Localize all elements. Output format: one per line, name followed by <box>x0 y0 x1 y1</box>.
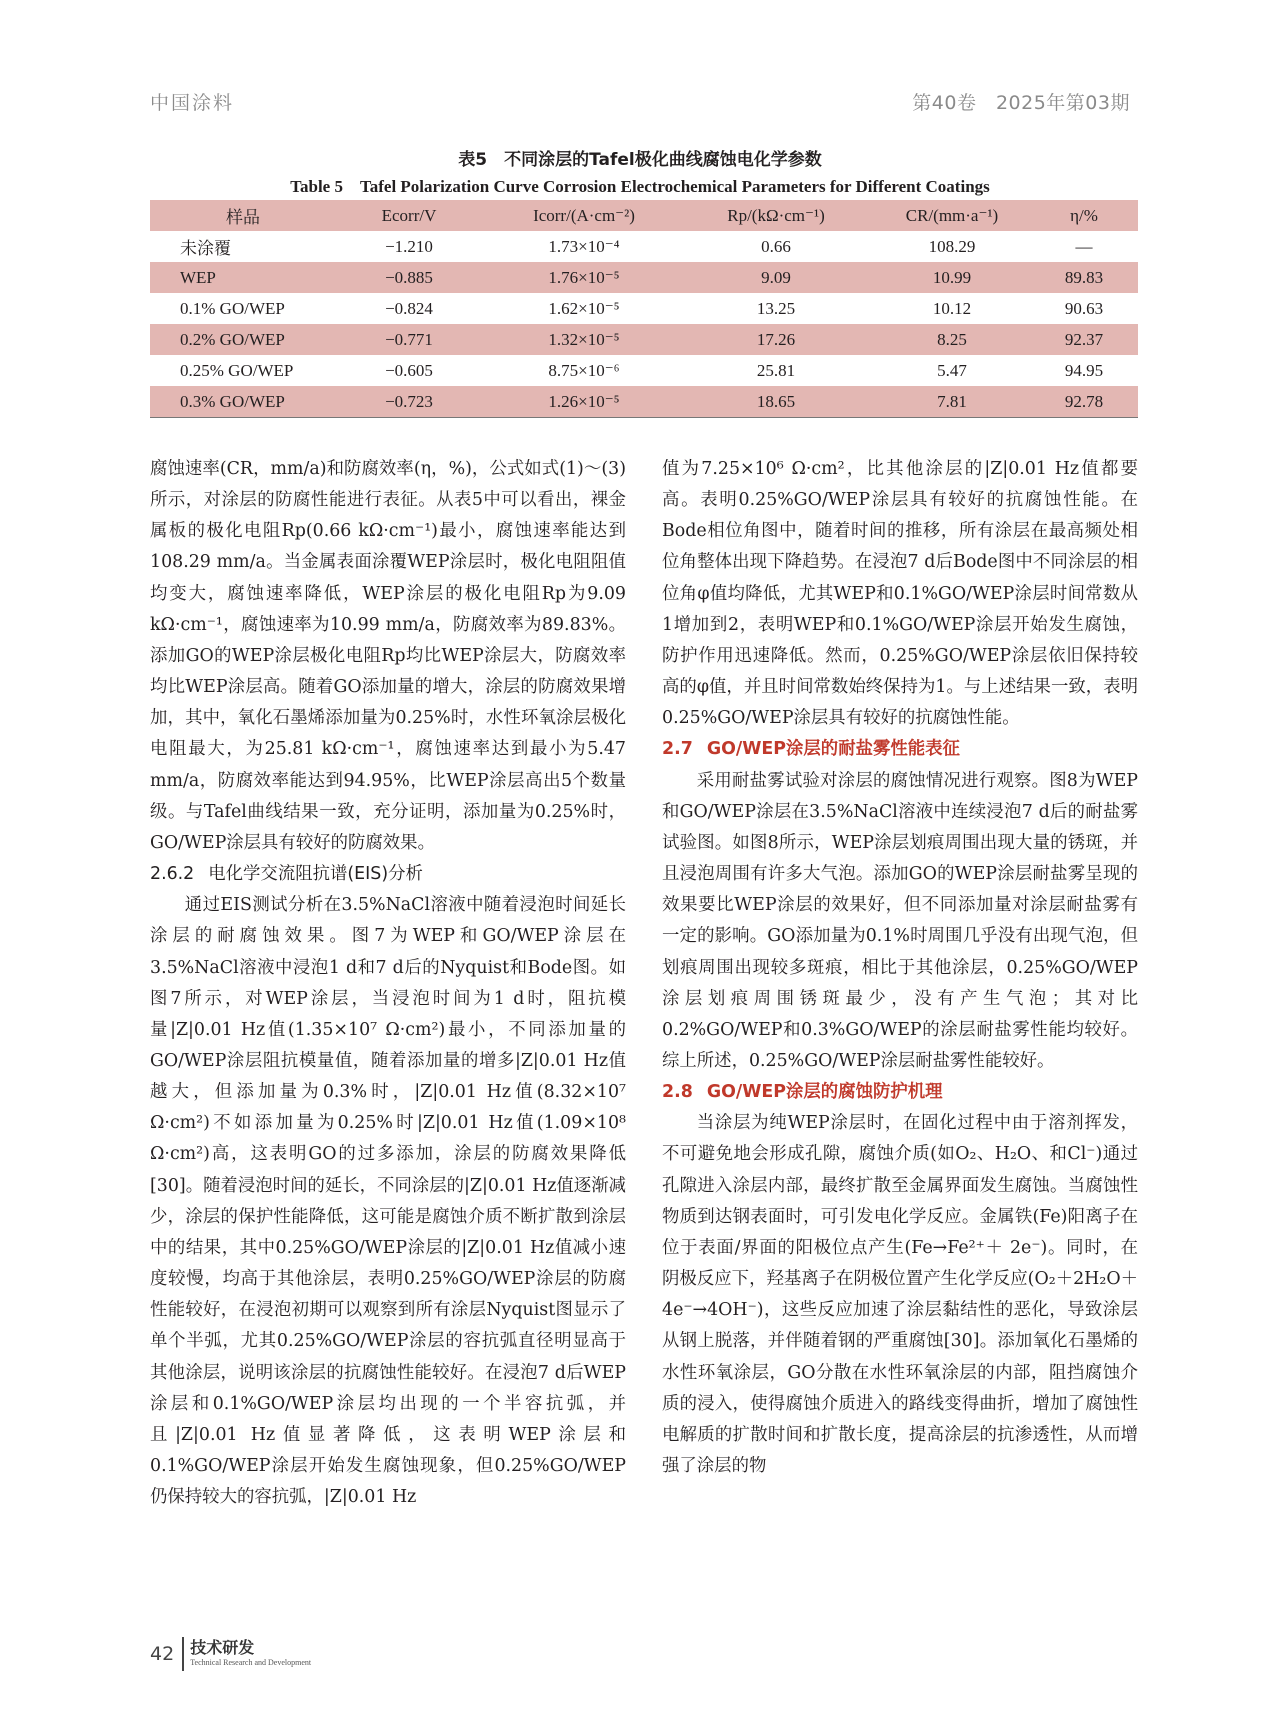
table-caption-cn: 表5 不同涂层的Tafel极化曲线腐蚀电化学参数 <box>458 150 822 170</box>
table-cell: 92.37 <box>1064 329 1104 349</box>
table-cell: 0.3% GO/WEP <box>150 386 328 418</box>
table-cell: −0.605 <box>385 360 433 380</box>
table-cell: 7.81 <box>874 386 1030 418</box>
section-heading-2-8 <box>662 1077 1138 1108</box>
table-cell: WEP <box>180 267 216 287</box>
header-cell: Rp/(kΩ·cm⁻¹) <box>727 205 825 225</box>
table-cell: 94.95 <box>1064 360 1104 380</box>
tafel-parameters-table <box>150 200 1138 418</box>
section-heading-2-6-2 <box>150 859 626 890</box>
issue-info: 第40卷 2025年第03期 <box>912 92 1130 114</box>
body-paragraph: 通过EIS测试分析在3.5%NaCl溶液中随着浸泡时间延长涂层的耐腐蚀效果。图7为WEP和GO/WEP涂层在3.5%NaCl溶液中浸泡1 d和7 d后的Nyquist和Bode图。如图7所示，对WEP涂层，当浸泡时间为1 d时，阻抗模量|Z|0.01 Hz值(1.35×10⁷ Ω·cm²)最小，不同添加量的GO/WEP涂层阻抗模量值，随着添加量的增多|Z|0.01 Hz值越大，但添加量为0.3%时，|Z|0.01 Hz值(8.32×10⁷ Ω·cm²)不如添加量为0.25%时|Z|0.01 Hz值(1.09×10⁸ Ω·cm²)高，这表明GO的过多添加，涂层的防腐效果降低[30]。随着浸泡时间的延长，不同涂层的|Z|0.01 Hz值逐渐减少，涂层的保护性能降低，这可能是腐蚀介质不断扩散到涂层中的结果，其中0.25%GO/WEP涂层的|Z|0.01 Hz值减小速度较慢，均高于其他涂层，表明0.25%GO/WEP涂层的防腐性能较好，在浸泡初期可以观察到所有涂层Nyquist图显示了单个半弧，尤其0.25%GO/WEP涂层的容抗弧直径明显高于其他涂层，说明该涂层的抗腐蚀性能较好。在浸泡7 d后WEP涂层和0.1%GO/WEP涂层均出现的一个半容抗弧，并且|Z|0.01 Hz值显著降低，这表明WEP涂层和0.1%GO/WEP涂层开始发生腐蚀现象，但0.25%GO/WEP仍保持较大的容抗弧，|Z|0.01 Hz <box>150 895 626 1508</box>
page-footer <box>150 1636 311 1672</box>
table-cell: 10.99 <box>932 267 972 287</box>
table-row <box>150 355 1138 386</box>
right-column <box>662 454 1138 1482</box>
header-cell: Icorr/(A·cm⁻²) <box>533 205 635 225</box>
section-heading-2-7 <box>662 734 1138 765</box>
header-cell: 样品 <box>226 208 260 227</box>
table-cell: −1.210 <box>385 236 433 256</box>
body-paragraph: 采用耐盐雾试验对涂层的腐蚀情况进行观察。图8为WEP和GO/WEP涂层在3.5%NaCl溶液中连续浸泡7 d后的耐盐雾试验图。如图8所示，WEP涂层划痕周围出现大量的锈斑，并且浸泡周围有许多大气泡。添加GO的WEP涂层耐盐雾呈现的效果要比WEP涂层的效果好，但不同添加量对涂层耐盐雾有一定的影响。GO添加量为0.1%时周围几乎没有出现气泡，但划痕周围出现较多斑痕，相比于其他涂层，0.25%GO/WEP涂层划痕周围锈斑最少，没有产生气泡；其对比0.2%GO/WEP和0.3%GO/WEP的涂层耐盐雾性能均较好。综上所述，0.25%GO/WEP涂层耐盐雾性能较好。 <box>662 770 1138 1071</box>
header-cell: CR/(mm·a⁻¹) <box>905 205 999 225</box>
section-number: 2.6.2 <box>150 864 195 885</box>
left-column <box>150 454 626 1513</box>
table-cell: 0.25% GO/WEP <box>180 360 294 380</box>
table-cell: −0.824 <box>385 298 433 318</box>
table-row <box>150 231 1138 262</box>
footer-section-en: Technical Research and Development <box>190 1658 312 1667</box>
body-paragraph: 值为7.25×10⁶ Ω·cm²，比其他涂层的|Z|0.01 Hz值都要高。表明0.25%GO/WEP涂层具有较好的抗腐蚀性能。在Bode相位角图中，随着时间的推移，所有涂层在最高频处相位角整体出现下降趋势。在浸泡7 d后Bode图中不同涂层的相位角φ值均降低，尤其WEP和0.1%GO/WEP涂层时间常数从1增加到2，表明WEP和0.1%GO/WEP涂层开始发生腐蚀，防护作用迅速降低。然而，0.25%GO/WEP涂层依旧保持较高的φ值，并且时间常数始终保持为1。与上述结果一致，表明0.25%GO/WEP涂层具有较好的抗腐蚀性能。 <box>662 459 1138 729</box>
body-paragraph: 当涂层为纯WEP涂层时，在固化过程中由于溶剂挥发，不可避免地会形成孔隙，腐蚀介质(如O₂、H₂O、和Cl⁻)通过孔隙进入涂层内部，最终扩散至金属界面发生腐蚀。当腐蚀性物质到达钢表面时，可引发电化学反应。金属铁(Fe)阳离子在位于表面/界面的阳极位点产生(Fe→Fe²⁺＋ 2e⁻)。同时，在阴极反应下，羟基离子在阴极位置产生化学反应(O₂＋2H₂O＋4e⁻→4OH⁻)，这些反应加速了涂层黏结性的恶化，导致涂层从钢上脱落，并伴随着钢的严重腐蚀[30]。添加氧化石墨烯的水性环氧涂层，GO分散在水性环氧涂层的内部，阻挡腐蚀介质的浸入，使得腐蚀介质进入的路线变得曲折，增加了腐蚀性电解质的扩散时间和扩散长度，提高涂层的抗渗透性，从而增强了涂层的物 <box>662 1113 1138 1476</box>
table-cell: 1.62×10⁻⁵ <box>548 298 620 318</box>
table-cell: 5.47 <box>937 360 967 380</box>
table-cell: 90.63 <box>1064 298 1104 318</box>
header-cell: Ecorr/V <box>381 205 437 225</box>
table-cell: 0.66 <box>761 236 791 256</box>
section-title: GO/WEP涂层的耐盐雾性能表征 <box>706 739 960 760</box>
section-number: 2.8 <box>662 1082 693 1103</box>
footer-divider <box>182 1637 184 1671</box>
table-caption-en: Table 5 Tafel Polarization Curve Corrosion Electrochemical Parameters for Different Coatings <box>290 177 990 196</box>
table-cell: 1.26×10⁻⁵ <box>490 386 678 418</box>
section-title: 电化学交流阻抗谱(EIS)分析 <box>208 864 423 885</box>
table-cell: 108.29 <box>928 236 976 256</box>
table-cell: 0.2% GO/WEP <box>180 329 285 349</box>
table-cell: −0.723 <box>328 386 490 418</box>
footer-section <box>190 1639 311 1669</box>
table-cell: 0.1% GO/WEP <box>180 298 285 318</box>
section-number: 2.7 <box>662 739 693 760</box>
table-cell: −0.771 <box>385 329 433 349</box>
table-cell: 18.65 <box>678 386 874 418</box>
table-cell: 13.25 <box>756 298 796 318</box>
table-cell: 1.76×10⁻⁵ <box>548 267 620 287</box>
body-paragraph: 腐蚀速率(CR，mm/a)和防腐效率(η，%)，公式如式(1)～(3)所示，对涂层的防腐性能进行表征。从表5中可以看出，裸金属板的极化电阻Rp(0.66 kΩ·cm⁻¹)最小，腐蚀速率能达到108.29 mm/a。当金属表面涂覆WEP涂层时，极化电阻阻值均变大，腐蚀速率降低，WEP涂层的极化电阻Rp为9.09 kΩ·cm⁻¹，腐蚀速率为10.99 mm/a，防腐效率为89.83%。添加GO的WEP涂层极化电阻Rp均比WEP涂层大，防腐效率均比WEP涂层高。随着GO添加量的增大，涂层的防腐效果增加，其中，氧化石墨烯添加量为0.25%时，水性环氧涂层极化电阻最大，为25.81 kΩ·cm⁻¹，腐蚀速率达到最小为5.47 mm/a，防腐效率能达到94.95%，比WEP涂层高出5个数量级。与Tafel曲线结果一致，充分证明，添加量为0.25%时，GO/WEP涂层具有较好的防腐效果。 <box>150 459 626 853</box>
table-header-row <box>150 200 1138 231</box>
journal-name: 中国涂料 <box>150 92 235 114</box>
table-cell: 1.73×10⁻⁴ <box>548 236 620 256</box>
table-cell: −0.885 <box>385 267 433 287</box>
table-cell: 8.75×10⁻⁶ <box>548 360 620 380</box>
table-row <box>150 262 1138 293</box>
section-title: GO/WEP涂层的腐蚀防护机理 <box>706 1082 943 1103</box>
footer-section-cn: 技术研发 <box>190 1638 255 1657</box>
table-cell: 92.78 <box>1030 386 1138 418</box>
table-cell: 1.32×10⁻⁵ <box>548 329 620 349</box>
table-cell: — <box>1075 236 1093 256</box>
table-cell: 25.81 <box>756 360 796 380</box>
table-row <box>150 324 1138 355</box>
page-number: 42 <box>150 1643 175 1665</box>
table-cell: 9.09 <box>761 267 791 287</box>
table-cell: 未涂覆 <box>180 239 231 258</box>
table-cell: 89.83 <box>1064 267 1104 287</box>
table-cell: 8.25 <box>937 329 967 349</box>
table-row <box>150 386 1138 418</box>
table-row <box>150 293 1138 324</box>
header-cell: η/% <box>1070 205 1098 225</box>
table-cell: 17.26 <box>756 329 796 349</box>
table-cell: 10.12 <box>932 298 972 318</box>
